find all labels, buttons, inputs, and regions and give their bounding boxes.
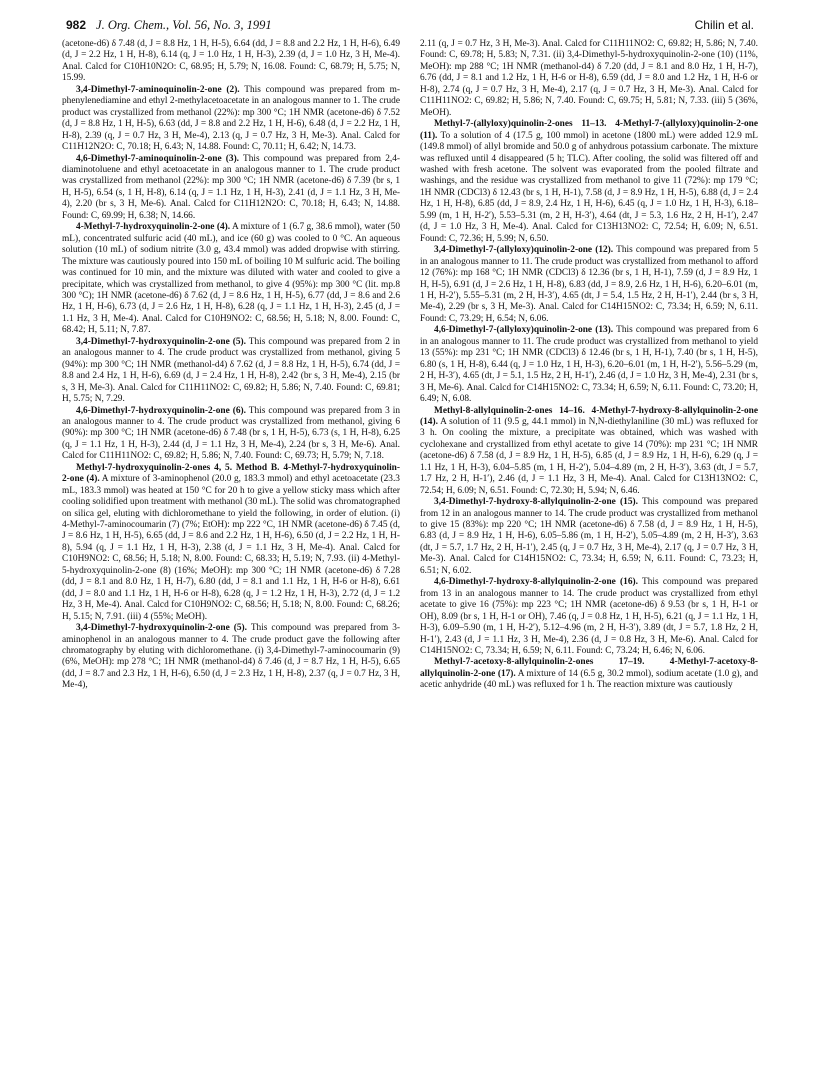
paragraph-heading: Methyl-8-allylquinolin-2-ones 14–16. 4-Methyl-7-hydroxy-8-allylquinolin-2-one (14). <box>420 405 758 427</box>
paragraph-text: This compound was prepared from 12 in an analogous manner to 14. The crude product was crystallized from methanol to give 15 (83%): mp 220 °C; 1H NMR (acetone-d6) δ 7.58 (d, J = 8.9 Hz, 1 H, H-5), 6.83 (d, J = 8.9 Hz, 1 H, H-6), 6.05–5.86 (m, 1 H, H-2′), 5.05–4.89 (m, 2 H, H-3′), 3.63 (dt, J = 5.7, 1.7 Hz, 2 H, H-1′), 2.45 (q, J = 0.7 Hz, 3 H, Me-4), 2.17 (q, J = 0.7 Hz, 3 H, Me-3). Anal. Calcd for C14H15NO2: C, 73.34; H, 6.59; N, 6.11. Found: C, 73.23; H, 6.51; N, 6.02. <box>420 497 758 576</box>
journal-citation: J. Org. Chem., Vol. 56, No. 3, 1991 <box>96 18 272 32</box>
paragraph-text: A solution of 11 (9.5 g, 44.1 mmol) in N,N-diethylaniline (30 mL) was refluxed for 3 h. On cooling the mixture, a precipitate was obtained, which was washed with cyclohexane and crystallized from ethyl acetate to give 14 (70%): mp 231 °C; 1H NMR (acetone-d6) δ 7.58 (d, J = 8.9 Hz, 1 H, H-5), 6.85 (d, J = 8.9 Hz, 1 H, H-6), 6.29 (q, J = 1.1 Hz, 1 H, H-3), 6.04–5.85 (m, 1 H, H-2′), 5.04–4.89 (m, 2 H, H-3′), 3.63 (dt, J = 5.7, 1.7 Hz, 2 H, H-1′), 2.46 (d, J = 1.1 Hz, 3 H, Me-4). Anal. Calcd for C13H13NO2: C, 72.54; H, 6.09; N, 6.51. Found: C, 72.30; H, 5.94; N, 6.46. <box>420 416 758 496</box>
left-column <box>62 39 400 692</box>
paragraph <box>62 222 400 337</box>
paragraph-text: This compound was prepared from 3 in an analogous manner to 4. The crude product was crystallized from methanol, giving 6 (90%): mp 300 °C; 1H NMR (acetone-d6) δ 7.48 (br s, 1 H, H-5), 6.73 (s, 1 H, H-8), 6.25 (q, J = 1.1 Hz, 1 H, H-3), 2.44 (d, J = 1.1 Hz, 3 H, Me-4), 2.24 (br s, 3 H, Me-6). Anal. Calcd for C11H11NO2: C, 69.82; H, 5.86; N, 7.40. Found: C, 69.73; H, 5.79; N, 7.18. <box>62 405 400 462</box>
paragraph-heading: 3,4-Dimethyl-7-hydroxyquinolin-2-one (5). <box>76 336 246 347</box>
paragraph-text: A mixture of 14 (6.5 g, 30.2 mmol), sodium acetate (1.0 g), and acetic anhydride (40 mL) was refluxed for 1 h. The reaction mixture was cautiously <box>420 668 758 691</box>
paragraph-text: This compound was prepared from 6 in an analogous manner to 11. The crude product was crystallized from methanol to yield 13 (55%): mp 231 °C; 1H NMR (CDCl3) δ 12.46 (br s, 1 H, H-1), 7.40 (br s, 1 H, H-5), 6.80 (s, 1 H, H-8), 6.44 (q, J = 1.0 Hz, 1 H, H-3), 6.20–6.01 (m, 1 H, H-2′), 5.56–5.29 (m, 2 H, H-3′), 4.65 (dt, J = 5.1, 1.5 Hz, 2 H, H-1′), 2.46 (d, J = 1.0 Hz, 3 H, Me-4), 2.31 (br s, 3 H, Me-6). Anal. Calcd for C14H15NO2: C, 73.34; H, 6.59; N, 6.11. Found: C, 73.20; H, 6.49; N, 6.08. <box>420 325 758 405</box>
paragraph-heading: Methyl-7-acetoxy-8-allylquinolin-2-ones 17–19. 4-Methyl-7-acetoxy-8-allylquinolin-2-one (17). <box>420 657 758 679</box>
paragraph-heading: 3,4-Dimethyl-7-hydroxy-8-allylquinolin-2-one (15). <box>434 497 638 508</box>
running-authors: Chilin et al. <box>694 18 754 32</box>
paragraph <box>62 39 400 85</box>
paragraph-text: This compound was prepared from m-phenylenediamine and ethyl 2-methylacetoacetate in an analogous manner to 1. The crude product was crystallized from methanol (22%): mp 300 °C; 1H NMR (acetone-d6) δ 7.52 (d, J = 8.8 Hz, 1 H, H-5), 6.63 (dd, J = 8.8 and 2.2 Hz, 1 H, H-6), 6.48 (d, J = 2.2 Hz, 1 H, H-8), 2.39 (q, J = 0.7 Hz, 3 H, Me-4), 2.13 (q, J = 0.7 Hz, 3 H, Me-3). Anal. Calcd for C11H12N2O: C, 70.18; H, 6.43; N, 14.88. Found: C, 70.11; H, 6.42; N, 14.73. <box>62 84 400 153</box>
paragraph <box>420 39 758 119</box>
two-column-body <box>62 39 758 692</box>
paragraph-heading: 4,6-Dimethyl-7-(allyloxy)quinolin-2-one (13). <box>434 325 614 336</box>
paragraph-text: 2.11 (q, J = 0.7 Hz, 3 H, Me-3). Anal. Calcd for C11H11NO2: C, 69.82; H, 5.86; N, 7.40. Found: C, 69.78; H, 5.83; N, 7.31. (ii) 3,4-Dimethyl-5-hydroxyquinolin-2-one (10) (11%, MeOH): mp 288 °C; 1H NMR (methanol-d4) δ 7.20 (dd, J = 8.1 and 8.0 Hz, 1 H, H-7), 6.76 (dd, J = 8.1 and 1.2 Hz, 1 H, H-6 or H-8), 6.59 (dd, J = 8.0 and 1.2 Hz, 1 H, H-6 or H-8), 2.74 (q, J = 0.7 Hz, 3 H, Me-4), 2.17 (q, J = 0.7 Hz, 3 H, Me-3). Anal. Calcd for C11H11NO2: C, 69.82; H, 5.86; N, 7.40. Found: C, 69.75; H, 5.81; N, 7.33. (iii) 5 (36%, MeOH). <box>420 39 758 118</box>
paragraph <box>420 577 758 657</box>
paragraph-text: This compound was prepared from 13 in an analogous manner to 14. The crude product was crystallized from ethyl acetate to give 16 (75%): mp 223 °C; 1H NMR (acetone-d6) δ 9.53 (br s, 1 H, H-1 or OH), 8.09 (br s, 1 H, H-1 or OH), 7.46 (q, J = 0.8 Hz, 1 H, H-5), 6.21 (q, J = 1.1 Hz, 1 H, H-3), 6.09–5.90 (m, 1 H, H-2′), 5.12–4.96 (m, 2 H, H-3′), 3.89 (dt, J = 5.7, 1.8 Hz, 2 H, H-1′), 2.43 (d, J = 1.1 Hz, 3 H, Me-4), 2.36 (d, J = 0.8 Hz, 3 H, Me-6). Anal. Calcd for C14H15NO2: C, 73.34; H, 6.59; N, 6.11. Found: C, 73.24; H, 6.46; N, 6.06. <box>420 577 758 657</box>
paragraph-heading: 3,4-Dimethyl-7-(allyloxy)quinolin-2-one (12). <box>434 245 614 256</box>
paragraph-heading: 3,4-Dimethyl-7-aminoquinolin-2-one (2). <box>76 84 240 95</box>
paragraph-heading: 4,6-Dimethyl-7-hydroxy-8-allylquinolin-2-one (16). <box>434 577 638 588</box>
paragraph-heading: 4-Methyl-7-hydroxyquinolin-2-one (4). <box>76 222 231 233</box>
paragraph <box>62 406 400 463</box>
paragraph-text: A mixture of 1 (6.7 g, 38.6 mmol), water (50 mL), concentrated sulfuric acid (40 mL), and ice (60 g) was cooled to 0 °C. An aqueous solution (10 mL) of sodium nitrite (3.0 g, 43.4 mmol) was added dropwise with stirring. The mixture was cautiously poured into 150 mL of boiling 10 M sulfuric acid. The boiling was continued for 10 min, and the mixture was diluted with water and cooled to give a precipitate, which was crystallized from methanol, to give 4 (95%): mp 300 °C (lit. mp.8 300 °C); 1H NMR (acetone-d6) δ 7.62 (d, J = 8.6 Hz, 1 H, H-5), 6.77 (dd, J = 8.6 and 2.6 Hz, 1 H, H-6), 6.73 (d, J = 2.6 Hz, 1 H, H-8), 6.28 (q, J = 1.1 Hz, 1 H, H-3), 2.45 (d, J = 1.1 Hz, 3 H, Me-4). Anal. Calcd for C10H9NO2: C, 68.56; H, 5.18; N, 8.00. Found: C, 68.42; H, 5.11; N, 7.87. <box>62 222 400 336</box>
right-column <box>420 39 758 692</box>
paragraph <box>420 406 758 498</box>
paragraph <box>62 85 400 154</box>
paragraph <box>420 657 758 691</box>
paragraph-text: A mixture of 3-aminophenol (20.0 g, 183.3 mmol) and ethyl acetoacetate (23.3 mL, 183.3 mmol) was heated at 150 °C for 20 h to give a yellow sticky mass which after cooling solidified upon treatment with methanol (30 mL). The solid was chromatographed on silica gel, eluting with dichloromethane to yield the following, in order of elution. (i) 4-Methyl-7-aminocoumarin (7) (7%; EtOH): mp 222 °C, 1H NMR (acetone-d6) δ 7.45 (d, J = 8.6 Hz, 1 H, H-5), 6.65 (dd, J = 8.6 and 2.2 Hz, 1 H, H-6), 6.50 (d, J = 2.2 Hz, 1 H, H-8), 5.94 (q, J = 1.1 Hz, 1 H, H-3), 2.38 (d, J = 1.1 Hz, 3 H, Me-4). Anal. Calcd for C10H9NO2: C, 68.56; H, 5.18; N, 8.00. Found: C, 68.33; H, 5.19; N, 7.93. (ii) 4-Methyl-5-hydroxyquinolin-2-one (8) (16%; MeOH): mp 300 °C; 1H NMR (acetone-d6) δ 7.28 (dd, J = 8.1 and 8.0 Hz, 1 H, H-7), 6.80 (dd, J = 8.1 and 1.1 Hz, 1 H, H-6 or H-8), 6.61 (dd, J = 8.0 and 1.1 Hz, 1 H, H-6 or H-8), 6.28 (q, J = 1.2 Hz, 1 H, H-3), 2.72 (d, J = 1.2 Hz, 3 H, Me-4). Anal. Calcd for C10H9NO2: C, 68.56; H, 5.18; N, 8.00. Found: C, 68.26; H, 5.15; N, 7.91. (iii) 4 (55%; MeOH). <box>62 474 400 622</box>
paragraph-text: This compound was prepared from 3-aminophenol in an analogous manner to 4. The crude product gave the following after chromatography by eluting with dichloromethane. (i) 3,4-Dimethyl-7-aminocoumarin (9) (6%, MeOH): mp 278 °C; 1H NMR (methanol-d4) δ 7.46 (d, J = 8.7 Hz, 1 H, H-5), 6.65 (dd, J = 8.7 and 2.3 Hz, 1 H, H-6), 6.50 (d, J = 2.3 Hz, 1 H, H-8), 2.37 (q, J = 0.7 Hz, 3 H, Me-4), <box>62 623 400 691</box>
paragraph-heading: 3,4-Dimethyl-7-hydroxyquinolin-2-one (5). <box>76 623 247 634</box>
page-header <box>62 18 758 33</box>
paragraph <box>62 623 400 692</box>
paragraph <box>62 337 400 406</box>
paragraph-text: (acetone-d6) δ 7.48 (d, J = 8.8 Hz, 1 H, H-5), 6.64 (dd, J = 8.8 and 2.2 Hz, 1 H, H-6), 6.49 (d, J = 2.2 Hz, 1 H, H-8), 6.14 (q, J = 1.0 Hz, 1 H, H-3), 2.39 (d, J = 1.0 Hz, 3 H, Me-4). Anal. Calcd for C10H10N2O: C, 68.95; H, 5.79; N, 16.08. Found: C, 68.79; H, 5.75; N, 15.99. <box>62 39 400 84</box>
paragraph <box>62 463 400 623</box>
paragraph-text: To a solution of 4 (17.5 g, 100 mmol) in acetone (1800 mL) were added 12.9 mL (149.8 mmol) of allyl bromide and 50.0 g of anhydrous potassium carbonate. The mixture was refluxed until 4 disappeared (5 h; TLC). After cooling, the solid was filtered off and washed with fresh acetone. The solvent was evaporated from the pooled filtrate and washings, and the residue was crystallized from methanol to give 11 (72%): mp 179 °C; 1H NMR (CDCl3) δ 12.43 (br s, 1 H, H-1), 7.58 (d, J = 8.9 Hz, 1 H, H-5), 6.88 (d, J = 2.4 Hz, 1 H, H-8), 6.85 (dd, J = 8.9, 2.4 Hz, 1 H, H-6), 6.45 (q, J = 1.0 Hz, 1 H, H-3), 6.18–5.99 (m, 1 H, H-2′), 5.53–5.31 (m, 2 H, H-3′), 4.64 (dt, J = 5.3, 1.6 Hz, 2 H, H-1′), 2.47 (d, J = 1.0 Hz, 3 H, Me-4). Anal. Calcd for C13H13NO2: C, 72.54; H, 6.09; N, 6.51. Found: C, 72.36; H, 5.99; N, 6.50. <box>420 130 758 244</box>
page-number: 982 <box>66 18 87 32</box>
paragraph <box>420 497 758 577</box>
paragraph-text: This compound was prepared from 2,4-diaminotoluene and ethyl acetoacetate in an analogous manner to 1. The crude product was crystallized from methanol (22%): mp 300 °C; 1H NMR (acetone-d6) δ 7.39 (br s, 1 H, H-5), 6.54 (s, 1 H, H-8), 6.14 (q, J = 1.1 Hz, 1 H, H-3), 2.41 (d, J = 1.1 Hz, 3 H, Me-4), 2.20 (br s, 3 H, Me-6). Anal. Calcd for C11H12N2O: C, 70.18; H, 6.43; N, 14.88. Found: C, 69.99; H, 6.38; N, 14.66. <box>62 153 400 221</box>
paragraph <box>420 119 758 245</box>
paragraph-text: This compound was prepared from 5 in an analogous manner to 11. The crude product was crystallized from methanol to afford 12 (76%): mp 168 °C; 1H NMR (CDCl3) δ 12.36 (br s, 1 H, H-1), 7.59 (d, J = 8.9 Hz, 1 H, H-5), 6.91 (d, J = 2.6 Hz, 1 H, H-8), 6.83 (dd, J = 8.9, 2.6 Hz, 1 H, H-6), 6.20–6.01 (m, 1 H, H-2′), 5.55–5.31 (m, 2 H, H-3′), 4.65 (dt, J = 5.4, 1.5 Hz, 2 H, H-1′), 2.44 (br s, 3 H, Me-4), 2.29 (br s, 3 H, Me-3). Anal. Calcd for C14H15NO2: C, 73.34; H, 6.59; N, 6.11. Found: C, 73.29; H, 6.54; N, 6.06. <box>420 245 758 324</box>
paragraph-text: This compound was prepared from 2 in an analogous manner to 4. The crude product was crystallized from methanol, giving 5 (94%): mp 300 °C; 1H NMR (methanol-d4) δ 7.62 (d, J = 8.8 Hz, 1 H, H-5), 6.74 (dd, J = 8.8 and 2.4 Hz, 1 H, H-6), 6.69 (d, J = 2.4 Hz, 1 H, H-8), 2.42 (br s, 3 H, Me-4), 2.15 (br s, 3 H, Me-3). Anal. Calcd for C11H11NO2: C, 69.82; H, 5.86; N, 7.40. Found: C, 69.81; H, 5.75; N, 7.29. <box>62 336 400 405</box>
paragraph-heading: 4,6-Dimethyl-7-hydroxyquinolin-2-one (6). <box>76 405 246 416</box>
paragraph-heading: 4,6-Dimethyl-7-aminoquinolin-2-one (3). <box>76 153 240 164</box>
paragraph <box>62 154 400 223</box>
paragraph-heading: Methyl-7-hydroxyquinolin-2-ones 4, 5. Method B. 4-Methyl-7-hydroxyquinolin-2-one (4). <box>62 462 400 485</box>
paragraph <box>420 325 758 405</box>
paragraph-heading: Methyl-7-(allyloxy)quinolin-2-ones 11–13. 4-Methyl-7-(allyloxy)quinolin-2-one (11). <box>420 119 758 141</box>
paragraph <box>420 245 758 325</box>
